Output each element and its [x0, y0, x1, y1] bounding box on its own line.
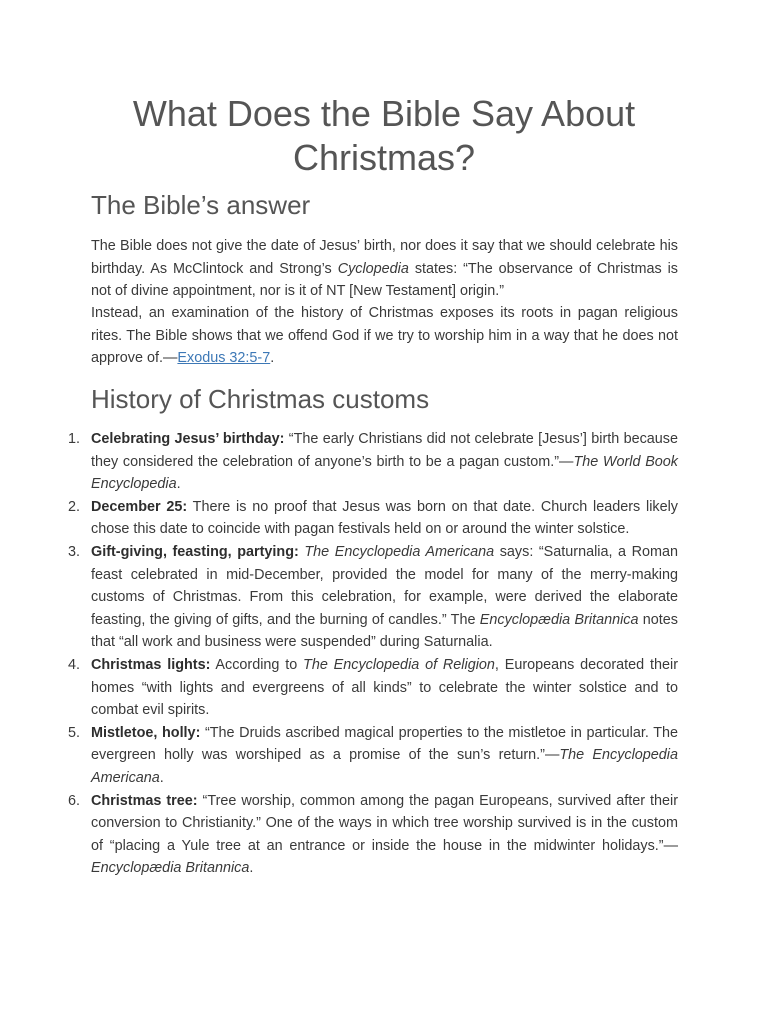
list-item [0, 790, 678, 880]
list-item-number: 5. [68, 724, 81, 741]
list-item-heading: Christmas tree: [91, 792, 198, 809]
list-item-text: . [176, 476, 181, 493]
paragraph-intro [91, 235, 678, 303]
paragraph-text: states: “The observance of Christmas is not of divine appointment, nor is it of NT [New Testament] origin.” [91, 260, 679, 300]
list-item-text: “Tree worship, common among the pagan Europeans, survived after their conversion to Christianity.” One of the ways in which tree worship survived is in the custom of “placing a Yule tree at an entrance or inside the house in the midwinter holidays.”— [91, 792, 678, 854]
cyclopedia-title: Cyclopedia [337, 260, 409, 277]
list-item-number: 2. [68, 498, 81, 515]
list-item [0, 654, 678, 722]
list-item-text: notes that “all work and business were suspended” during Saturnalia. [91, 611, 678, 651]
customs-list [0, 428, 768, 880]
list-item-text: says: “Saturnalia, a Roman feast celebrated in mid-December, provided the model for many of the merry-making customs of Christmas. From this celebration, for example, were derived the elaborate feasting, the giving of gifts, and the burning of candles.” The [91, 543, 678, 628]
list-item-heading: Christmas lights: [91, 656, 211, 673]
list-item-number: 3. [68, 543, 81, 560]
source-title: The World Book Encyclopedia [91, 453, 678, 493]
page-title: What Does the Bible Say About Christmas? [132, 93, 636, 178]
list-item-heading: Celebrating Jesus’ birthday: [91, 431, 285, 447]
list-item-text: According to [210, 656, 304, 673]
source-title: The Encyclopedia of Religion [303, 656, 495, 673]
list-item-heading: Gift-giving, feasting, partying: [91, 543, 299, 560]
source-title: The Encyclopedia Americana [304, 543, 495, 560]
paragraph-text: . [270, 350, 275, 367]
list-item-text: “The early Christians did not celebrate [Jesus’] birth because they considered the celebration of anyone’s birth to be a pagan custom.”— [91, 431, 679, 470]
paragraph-examination [91, 302, 678, 370]
list-item-text: . [249, 860, 254, 877]
source-title: The Encyclopedia Americana [91, 747, 678, 786]
list-item-heading: December 25: [91, 498, 188, 515]
list-item-text: . [159, 769, 164, 786]
list-item [0, 722, 678, 790]
exodus-scripture-link[interactable]: Exodus 32:5-7 [177, 350, 271, 367]
list-item-text: “The Druids ascribed magical properties to the mistletoe in particular. The evergreen holly was worshiped as a promise of the sun’s return.”— [91, 724, 678, 764]
source-title: Encyclopædia Britannica [91, 860, 250, 877]
list-item [0, 428, 678, 496]
list-item-number: 4. [68, 656, 81, 673]
paragraph-text: The Bible does not give the date of Jesus’ birth, nor does it say that we should celebrate his birthday. As McClintock and Strong’s [91, 238, 678, 277]
section-heading-history: History of Christmas customs [91, 384, 430, 414]
list-item-text: There is no proof that Jesus was born on that date. Church leaders likely chose this date to coincide with pagan festivals held on or around the winter solstice. [91, 498, 679, 538]
list-item-text: , Europeans decorated their homes “with lights and evergreens of all kinds” to celebrate the winter solstice and to combat evil spirits. [91, 656, 678, 719]
list-item [0, 496, 678, 541]
list-item-heading: Mistletoe, holly: [91, 724, 201, 741]
source-title: Encyclopædia Britannica [479, 611, 639, 628]
list-item-number: 6. [68, 792, 81, 809]
paragraph-text: Instead, an examination of the history of Christmas exposes its roots in pagan religious rites. The Bible shows that we offend God if we try to worship him in a way that he does not approve of.— [91, 305, 678, 367]
section-heading-bibles-answer: The Bible’s answer [91, 190, 311, 220]
list-item [0, 541, 678, 654]
list-item-number: 1. [68, 431, 81, 447]
